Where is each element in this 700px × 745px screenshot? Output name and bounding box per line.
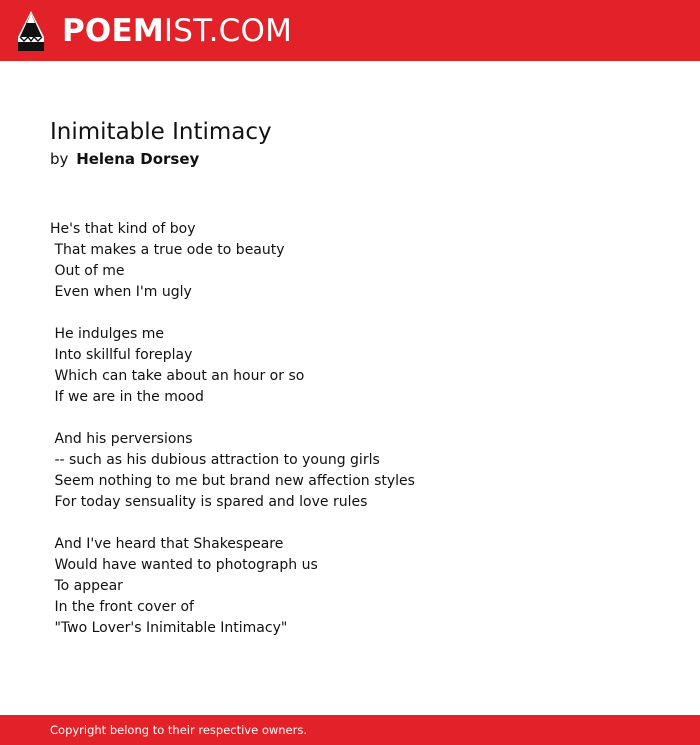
poem-body (50, 219, 670, 639)
poem-author: Helena Dorsey (76, 150, 200, 168)
poem-line: Into skillful foreplay (50, 347, 193, 363)
poem-line: If we are in the mood (50, 389, 204, 405)
poem-line: Even when I'm ugly (50, 284, 192, 300)
poem-line: "Two Lover's Inimitable Intimacy" (50, 620, 288, 636)
poem-line: Seem nothing to me but brand new affection styles (50, 473, 415, 489)
byline (50, 148, 670, 170)
stanza-break (50, 303, 670, 324)
copyright-notice: Copyright belong to their respective owners. (50, 723, 308, 737)
poem-line: And his perversions (50, 431, 193, 447)
pencil-tip-icon[interactable] (18, 11, 44, 51)
poem-line: To appear (50, 578, 123, 594)
logo-bold-text: POEM (62, 13, 164, 49)
site-logo[interactable] (62, 11, 292, 51)
poem-line: And I've heard that Shakespeare (50, 536, 284, 552)
poem-title: Inimitable Intimacy (50, 119, 272, 145)
poem-line: -- such as his dubious attraction to young girls (50, 452, 380, 468)
logo-light-text: IST.COM (163, 13, 293, 49)
poem-line: He's that kind of boy (50, 221, 196, 237)
stanza-break (50, 513, 670, 534)
site-footer (0, 715, 700, 745)
poem-heading (50, 116, 670, 170)
poem-line: Out of me (50, 263, 125, 279)
by-label: by (50, 150, 69, 168)
poem-line: Would have wanted to photograph us (50, 557, 318, 573)
poem-line: Which can take about an hour or so (50, 368, 305, 384)
poem-line: That makes a true ode to beauty (50, 242, 285, 258)
poem-line: In the front cover of (50, 599, 194, 615)
site-header (0, 0, 700, 61)
poem-line: He indulges me (50, 326, 164, 342)
stanza-break (50, 408, 670, 429)
poem-line: For today sensuality is spared and love rules (50, 494, 368, 510)
